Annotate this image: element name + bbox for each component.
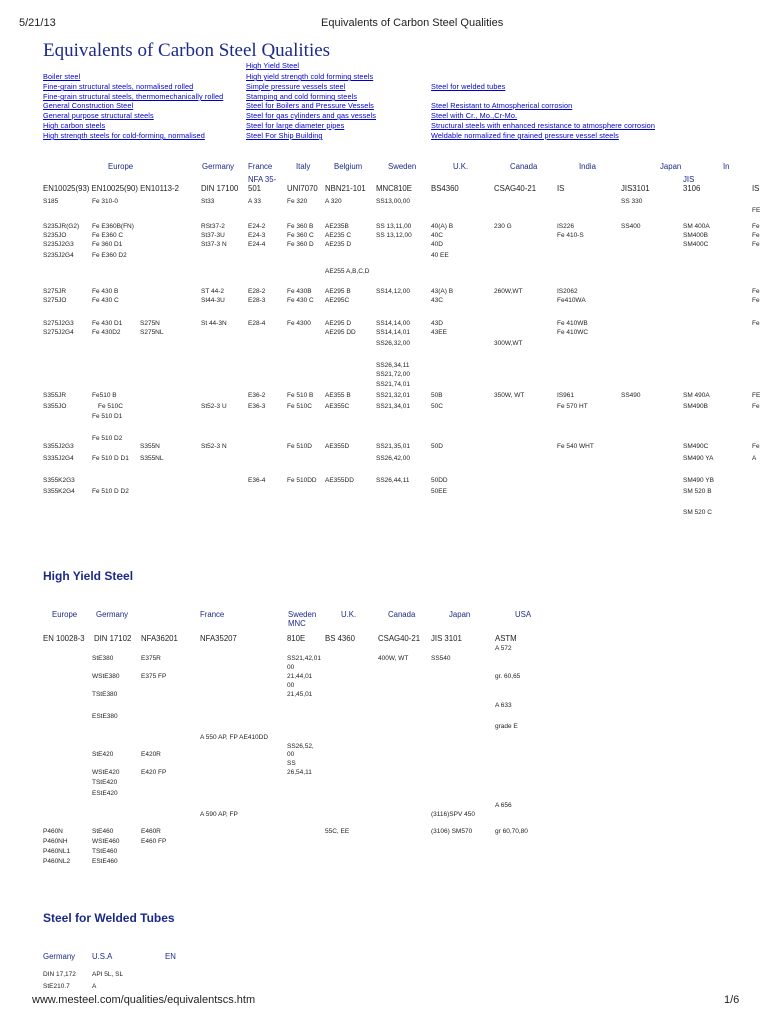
table-cell: P460NL1 [43,848,71,855]
link-steel-for-boilers-and-pressure-vessels[interactable]: Steel for Boilers and Pressure Vessels [246,101,374,110]
table-cell: SS490 [621,392,641,399]
table-cell: 40C [431,232,443,239]
table-cell: S275JR [43,288,67,295]
table-cell: 26,54,11 [287,769,312,776]
standard-cell: EN10025(93) EN10025(90) EN10113-2 [43,184,179,193]
link-steel-for-gas-cylinders-and-gas-vessels[interactable]: Steel for gas cylinders and gas vessels [246,111,377,120]
table-cell: NFA35207 [200,634,237,643]
table-cell: S275N [140,320,160,327]
table-cell: IS226 [557,223,574,230]
table-cell: SM 520 B [683,488,712,495]
table-cell: EN 10028-3 [43,634,85,643]
table-cell: AE235B [325,223,349,230]
table-cell: Fe 430 D1 [92,320,123,327]
table-cell: FE [752,392,761,399]
table-cell: A 33 [248,198,262,205]
column-header: Japan [449,610,471,619]
standard-cell: 501 [248,184,262,193]
column-header: Europe [52,610,78,619]
table-cell: DIN 17102 [94,634,132,643]
column-header: Japan [660,162,682,171]
table-cell: St33 [201,198,215,205]
link-steel-with-cr-mo-cr-mo[interactable]: Steel with Cr., Mo.,Cr-Mo. [431,111,518,120]
table-cell: S335J2G4 [43,455,74,462]
table-cell: StE210.7 [43,983,70,990]
table-cell: SM490 YA [683,455,714,462]
table-cell: EStE420 [92,790,118,797]
table-cell: S355JO [43,403,67,410]
table-cell: 00 [287,682,295,689]
table-cell: 43C [431,297,443,304]
table-cell: SS21,32,01 [376,392,410,399]
standard-cell: NBN21-101 [325,184,366,193]
table-cell: SS26,44,11 [376,477,410,484]
table-cell: SM 490A [683,392,710,399]
table-cell: Fe 410-S [557,232,584,239]
table-cell: API 5L, SL [92,971,124,978]
table-cell: St52-3 N [201,443,227,450]
table-cell: Fe 430B [287,288,312,295]
table-cell: ASTM [495,634,517,643]
link-general-construction-steel[interactable]: General Construction Steel [43,101,134,110]
column-header: Germany [96,610,129,619]
table-cell: Fe [752,320,760,327]
table-cell: 55C, EE [325,828,350,835]
table-cell: Fe 510DD [287,477,317,484]
link-steel-for-welded-tubes[interactable]: Steel for welded tubes [431,82,506,91]
table-cell: SM400C [683,241,709,248]
table-cell: Fe [752,241,760,248]
table-cell: Fe 510D [287,443,312,450]
table-cell: IS961 [557,392,574,399]
table-cell: E375R [141,655,161,662]
section-title-high-yield: High Yield Steel [43,569,134,583]
link-boiler-steel[interactable]: Boiler steel [43,72,81,81]
table-cell: E28-3 [248,297,266,304]
column-header: Sweden [288,610,317,619]
link-general-purpose-structural-steels[interactable]: General purpose structural steels [43,111,154,120]
table-cell: StE380 [92,655,114,662]
table-cell: St44-3U [201,297,225,304]
table-cell: 40 EE [431,252,449,259]
table-cell: E460R [141,828,161,835]
link-fine-grain-structural-steels-thermomechanically-rolled[interactable]: Fine-grain structural steels, thermomechanically rolled [43,92,224,101]
table-cell: St37-3 N [201,241,227,248]
table-cell: Fe 320 [287,198,308,205]
footer-url: www.mesteel.com/qualities/equivalentscs.htm [32,994,256,1006]
table-cell: TStE380 [92,691,118,698]
table-cell: Fe 410WC [557,329,589,336]
column-header: Canada [510,162,538,171]
table-cell: 40D [431,241,443,248]
table-cell: Fe 510 B [287,392,314,399]
table-cell: 43EE [431,329,447,336]
table-cell: SS400 [621,223,641,230]
table-cell: 50DD [431,477,448,484]
table-cell: SS13,00,00 [376,198,410,205]
table-cell: E36-4 [248,477,266,484]
table-cell: SS 330 [621,198,643,205]
table-cell: SS540 [431,655,451,662]
standard-cell: BS4360 [431,184,459,193]
table-cell: SM490C [683,443,709,450]
table-cell: CSAG40-21 [378,634,421,643]
table-cell: gr. 60,65 [495,673,521,680]
table-cell: S275J2G3 [43,320,74,327]
table-cell: SS 13,12,00 [376,232,412,239]
table-cell: SS14,14,00 [376,320,410,327]
column-header: Sweden [388,162,417,171]
table-cell: AE355DD [325,477,354,484]
column-header: Belgium [334,162,363,171]
table-cell: 350W, WT [494,392,525,399]
table-cell: AE355C [325,403,350,410]
standard-cell: MNC810E [376,184,412,193]
table-cell: AE295C [325,297,350,304]
table-cell: Fe 510 D D2 [92,488,129,495]
column-header: JIS [683,175,695,184]
table-cell: Fe410WA [557,297,586,304]
table-cell: Fe 430D2 [92,329,121,336]
table-cell: grade E [495,723,518,730]
table-cell: 00 [287,664,295,671]
link-steel-for-ship-building[interactable]: Steel For Ship Building [246,131,323,140]
column-header: India [579,162,596,171]
table-cell: FE [752,207,761,214]
table-cell: SM490B [683,403,708,410]
table-cell: Fe 430 C [287,297,314,304]
table-cell: AE295 DD [325,329,356,336]
link-high-carbon-steels[interactable]: High carbon steels [43,121,106,130]
print-title: Equivalents of Carbon Steel Qualities [321,17,504,29]
table-cell: AE255 A,B,C,D [325,268,370,275]
table-cell: Fe 430 B [92,288,119,295]
link-high-yield-steel[interactable]: High Yield Steel [246,61,300,70]
table-cell: SS 13,11,00 [376,223,412,230]
table-cell: 400W, WT [378,655,409,662]
standard-cell: CSAG40-21 [494,184,537,193]
table-cell: 260W,WT [494,288,523,295]
table-cell: SS26,42,00 [376,455,410,462]
table-cell: 43(A) B [431,288,454,295]
table-cell: Fe 4300 [287,320,311,327]
table-cell: JIS 3101 [431,634,462,643]
column-header: France [200,610,225,619]
table-cell: P460NH [43,838,68,845]
table-cell: S235J2G4 [43,252,74,259]
table-cell: Fe 510 D1 [92,413,123,420]
link-high-strength-steels-for-cold-forming-normalised[interactable]: High strength steels for cold-forming, normalised [43,131,205,140]
table-cell: Fe 360 B [287,223,314,230]
table-cell: 21,45,01 [287,691,313,698]
footer-page-number: 1/6 [724,994,740,1006]
link-weldable-normalized-fine-grained-pressure-vessel-steels[interactable]: Weldable normalized fine grained pressure vessel steels [431,131,619,140]
table-cell: P460NL2 [43,858,71,865]
table-cell: Fe E360 C [92,232,124,239]
table-cell: Fe 510 D D1 [92,455,129,462]
section-title-welded-tubes: Steel for Welded Tubes [43,911,175,925]
table-cell: AE295 B [325,288,351,295]
table-cell: E36-2 [248,392,266,399]
table-cell: ST 44-2 [201,288,225,295]
table-cell: S235JR(G2) [43,223,80,230]
table-cell: AE355 B [325,392,351,399]
table-cell: EStE380 [92,713,118,720]
column-header: Italy [296,162,311,171]
table-cell: SS26,34,11 [376,362,410,369]
table-cell: AE235 D [325,241,352,248]
column-header: U.K. [341,610,357,619]
table-cell: 300W,WT [494,340,523,347]
table-cell: SS14,12,00 [376,288,410,295]
column-header: Germany [202,162,235,171]
table-cell: E24-4 [248,241,266,248]
table-cell: S185 [43,198,59,205]
table-cell: Fe [752,403,760,410]
table-cell: SS [287,760,296,767]
table-cell: 50C [431,403,443,410]
table-cell: Fe 310-0 [92,198,119,205]
table-cell: WStE380 [92,673,120,680]
table-cell: St52-3 U [201,403,227,410]
table-cell: E24-2 [248,223,266,230]
table-cell: P460N [43,828,63,835]
table-cell: NFA36201 [141,634,178,643]
table-cell: StE420 [92,751,114,758]
table-cell: S355NL [140,455,164,462]
table-cell: SM400B [683,232,708,239]
table-cell: SS21,42,01 [287,655,321,662]
link-steel-resistant-to-atmospherical-corrosion[interactable]: Steel Resistant to Atmospherical corrosion [431,101,573,110]
table-cell: E28-4 [248,320,266,327]
table-cell: E420 FP [141,769,167,776]
link-stamping-and-cold-forming-steels[interactable]: Stamping and cold forming steels [246,92,358,101]
table-cell: SM490 YB [683,477,714,484]
table-cell: Fe E360 D2 [92,252,127,259]
column-header: MNC [288,619,306,628]
standard-cell: JIS3101 [621,184,650,193]
table-cell: Fe E360B(FN) [92,223,134,230]
table-cell: A 656 [495,802,512,809]
link-simple-pressure-vessels-steel[interactable]: Simple pressure vessels steel [246,82,346,91]
table-cell: 21,44,01 [287,673,313,680]
table-cell: S355JR [43,392,67,399]
table-cell: A [92,983,97,990]
table-cell: S275NL [140,329,164,336]
table-cell: A 572 [495,645,512,652]
table-cell: SS21,34,01 [376,403,410,410]
table-cell: 43D [431,320,443,327]
table-cell: E24-3 [248,232,266,239]
table-cell: Fe 540 WHT [557,443,594,450]
standard-cell: DIN 17100 [201,184,239,193]
standard-cell: 3106 [683,184,701,193]
link-structural-steels-with-enhanced-resistance-to-atmosphere-corrosion[interactable]: Structural steels with enhanced resistance to atmosphere corrosion [431,121,655,130]
table-cell: S355N [140,443,160,450]
table-cell: IS2062 [557,288,578,295]
table-cell: Fe 510C [98,403,123,410]
standard-cell: IS [752,184,760,193]
link-steel-for-large-diameter-pipes[interactable]: Steel for large diameter pipes [246,121,345,130]
table-cell: S275J2G4 [43,329,74,336]
table-cell: Fe 360 D1 [92,241,123,248]
table-cell: E28-2 [248,288,266,295]
table-cell: S235JO [43,232,67,239]
table-cell: EStE460 [92,858,118,865]
table-cell: 230 G [494,223,512,230]
table-cell: Fe 510C [287,403,312,410]
table-cell: SS21,35,01 [376,443,410,450]
link-high-yield-strength-cold-forming-steels[interactable]: High yield strength cold forming steels [246,72,374,81]
table-cell: A 550 AP, FP AE410DD [200,734,269,741]
column-header: Canada [388,610,416,619]
table-cell: (3116)SPV 450 [431,811,475,818]
table-cell: Fe [752,288,760,295]
table-cell: 50B [431,392,443,399]
table-cell: E36-3 [248,403,266,410]
table-cell: A [752,455,757,462]
table-cell: Fe 360 D [287,241,314,248]
table-cell: TStE460 [92,848,118,855]
column-header: Germany [43,952,76,961]
table-cell: S355K2G4 [43,488,75,495]
table-cell: A 320 [325,198,342,205]
table-cell: Fe 510 D2 [92,435,123,442]
table-cell: SM 520 C [683,509,712,516]
table-cell: AE355D [325,443,350,450]
table-cell: A 590 AP, FP [200,811,238,818]
table-cell: E460 FP [141,838,167,845]
column-header: EN [165,952,176,961]
table-cell: 50EE [431,488,447,495]
table-cell: Fe [752,297,760,304]
table-cell: (3106) SM570 [431,828,473,835]
table-cell: gr 60,70,80 [495,828,528,835]
table-cell: S235J2G3 [43,241,74,248]
table-cell: S275JO [43,297,67,304]
table-cell: Fe 430 C [92,297,119,304]
column-header: Europe [108,162,134,171]
table-cell: S355J2G3 [43,443,74,450]
table-cell: A 633 [495,702,512,709]
table-cell: Fe [752,443,760,450]
table-cell: DIN 17,172 [43,971,76,978]
table-cell: SS26,52, [287,743,314,750]
table-cell: Fe [752,223,760,230]
table-cell: E375 FP [141,673,167,680]
print-date: 5/21/13 [19,17,56,29]
table-cell: 00 [287,751,295,758]
table-cell: Fe 570 HT [557,403,588,410]
table-cell: E420R [141,751,161,758]
table-cell: Fe 410WB [557,320,588,327]
table-cell: SS26,32,00 [376,340,410,347]
table-cell: WStE460 [92,838,120,845]
column-header: U.K. [453,162,469,171]
table-cell: SS21,72,00 [376,371,410,378]
table-cell: StE460 [92,828,114,835]
table-cell: TStE420 [92,779,118,786]
table-cell: Fe 360 C [287,232,314,239]
column-header: France [248,162,273,171]
column-header: U.S.A [92,952,113,961]
table-cell: 810E [287,634,306,643]
table-cell: Fe510 B [92,392,117,399]
link-fine-grain-structural-steels-normalised-rolled[interactable]: Fine-grain structural steels, normalised rolled [43,82,194,91]
table-cell: BS 4360 [325,634,355,643]
table-cell: St37-3U [201,232,225,239]
column-header: In [723,162,730,171]
table-cell: 50D [431,443,443,450]
table-cell: WStE420 [92,769,120,776]
standard-cell: IS [557,184,565,193]
standard-cell: UNI7070 [287,184,318,193]
column-header: NFA 35- [248,175,277,184]
table-cell: SS14,14,01 [376,329,410,336]
table-cell: 40(A) B [431,223,454,230]
column-header: USA [515,610,532,619]
table-cell: St 44-3N [201,320,227,327]
table-cell: Fe [752,232,760,239]
page-title: Equivalents of Carbon Steel Qualities [43,40,331,61]
table-cell: SS21,74,01 [376,381,410,388]
table-cell: RSt37-2 [201,223,225,230]
table-cell: AE295 D [325,320,352,327]
table-cell: AE235 C [325,232,352,239]
table-cell: S355K2G3 [43,477,75,484]
table-cell: SM 400A [683,223,710,230]
